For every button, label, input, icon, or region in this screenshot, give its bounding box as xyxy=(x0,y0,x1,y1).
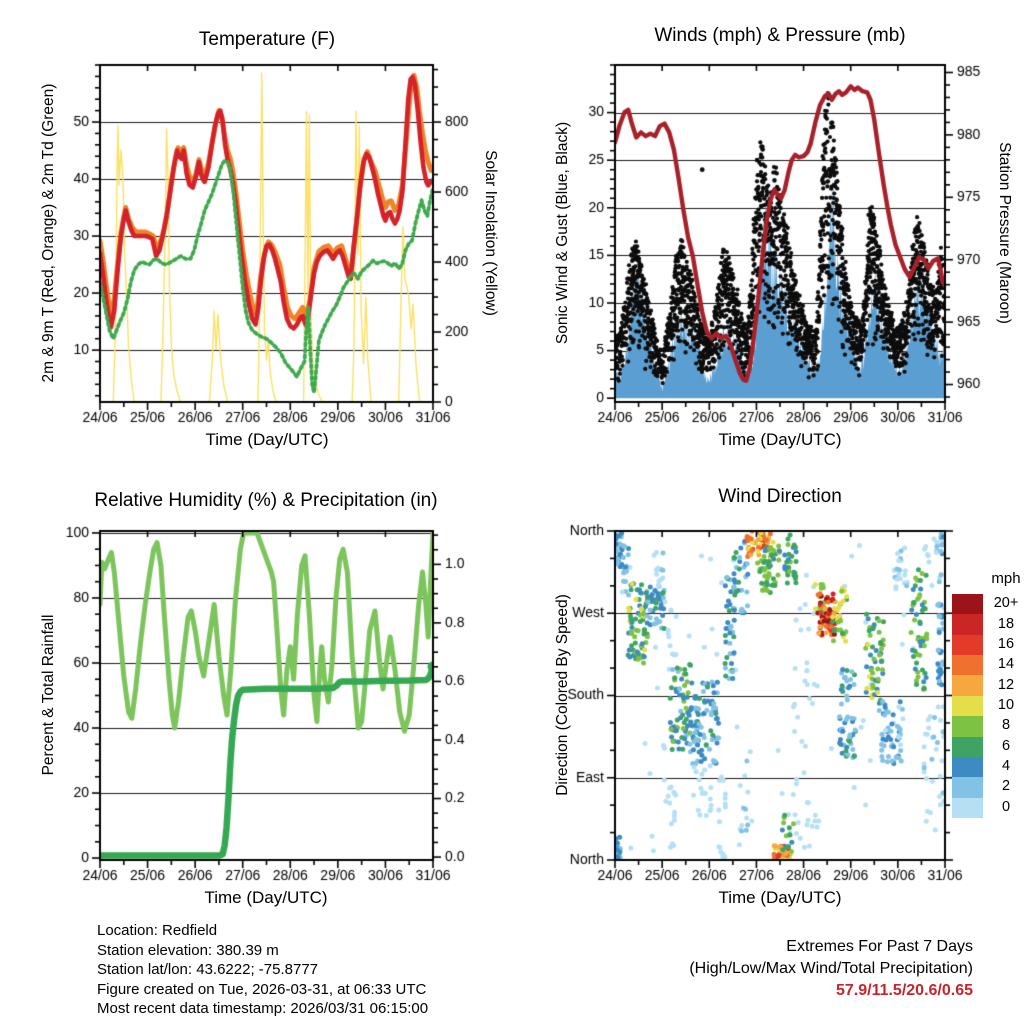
legend-label: 10 xyxy=(997,697,1015,713)
winds-pressure-chart-canvas xyxy=(512,0,1024,470)
legend-label: 2 xyxy=(1001,778,1011,795)
humidity-precip-chart-canvas xyxy=(0,470,512,920)
figure-created: Figure created on Tue, 2026-03-31, at 06:33 UTC xyxy=(97,980,427,998)
winds-ylabel-left: Sonic Wind & Gust (Blue, Black) xyxy=(554,121,571,345)
humidity-ylabel-left: Percent & Total Rainfall xyxy=(40,614,57,776)
wind-direction-ylabel-left: Direction (Colored By Speed) xyxy=(554,594,571,796)
extremes-title: Extremes For Past 7 Days xyxy=(786,938,973,955)
legend-label: 20+ xyxy=(993,595,1019,612)
legend-cell xyxy=(952,594,983,614)
legend-cell xyxy=(952,798,983,818)
wind-direction-xlabel: Time (Day/UTC) xyxy=(718,888,842,907)
legend-cell xyxy=(952,614,983,634)
legend-unit-label: mph xyxy=(991,570,1021,587)
temperature-title: Temperature (F) xyxy=(198,29,336,50)
legend-label: 0 xyxy=(1001,798,1011,815)
legend-label: 16 xyxy=(997,635,1015,652)
wind-direction-chart-canvas xyxy=(512,470,1024,930)
winds-pressure-xlabel: Time (Day/UTC) xyxy=(718,430,842,449)
legend-cell xyxy=(952,655,983,675)
station-location: Location: Redfield xyxy=(97,922,218,939)
legend-cell xyxy=(952,635,983,655)
legend-cell xyxy=(952,777,983,797)
legend-label: 18 xyxy=(997,615,1015,632)
legend-label: 4 xyxy=(1001,758,1011,775)
legend-label: 6 xyxy=(1001,737,1011,754)
legend-label: 14 xyxy=(997,656,1015,673)
legend-cell xyxy=(952,675,983,695)
humidity-precip-xlabel: Time (Day/UTC) xyxy=(204,888,328,907)
legend-colorbar xyxy=(952,594,983,818)
extremes-block xyxy=(689,936,973,1002)
extremes-values: 57.9/11.5/20.6/0.65 xyxy=(835,982,973,999)
extremes-subtitle: (High/Low/Max Wind/Total Precipitation) xyxy=(689,960,973,977)
winds-pressure-title: Winds (mph) & Pressure (mb) xyxy=(654,25,906,46)
wind-speed-legend xyxy=(952,594,1024,818)
legend-label: 12 xyxy=(997,676,1015,693)
wind-direction-title: Wind Direction xyxy=(718,486,842,507)
data-timestamp: Most recent data timestamp: 2026/03/31 06:15:00 xyxy=(97,1000,429,1018)
temperature-chart-canvas xyxy=(0,0,512,470)
legend-label: 8 xyxy=(1001,717,1011,734)
station-info xyxy=(97,921,428,1019)
station-latlon: Station lat/lon: 43.6222; -75.8777 xyxy=(97,961,319,979)
temperature-ylabel-left: 2m & 9m T (Red, Orange) & 2m Td (Green) xyxy=(40,83,57,383)
legend-cell xyxy=(952,696,983,716)
legend-cell xyxy=(952,716,983,736)
temperature-ylabel-right: Solar Insolation (Yellow) xyxy=(482,150,499,316)
humidity-precip-title: Relative Humidity (%) & Precipitation (in) xyxy=(94,490,438,511)
pressure-ylabel-right: Station Pressure (Maroon) xyxy=(996,142,1013,324)
station-elevation: Station elevation: 380.39 m xyxy=(97,941,279,959)
legend-cell xyxy=(952,757,983,777)
legend-cell xyxy=(952,737,983,757)
temperature-xlabel: Time (Day/UTC) xyxy=(205,430,329,449)
